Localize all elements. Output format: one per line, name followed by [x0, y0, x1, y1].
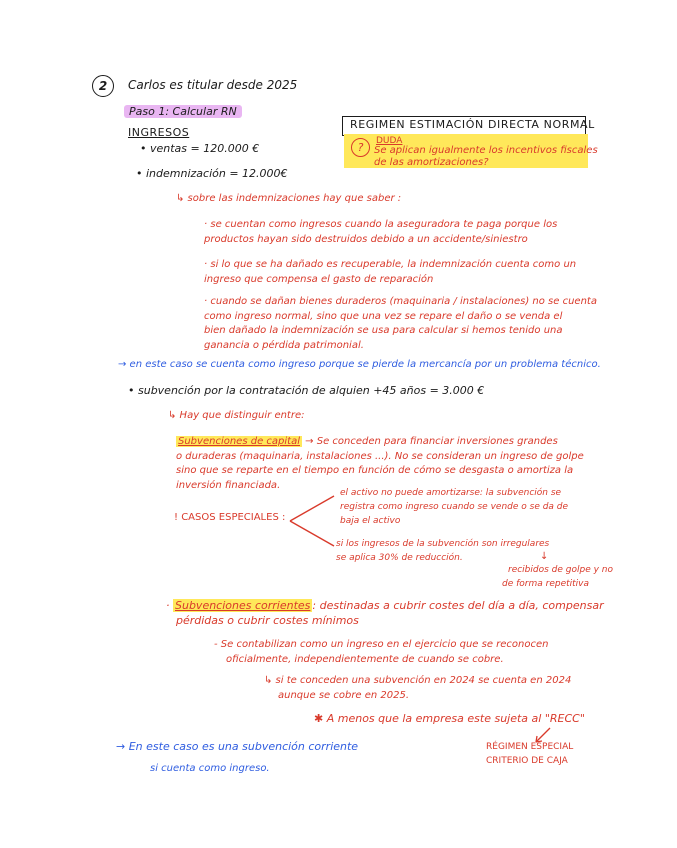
corrientes-block: [166, 598, 604, 629]
corrientes-text: : destinadas a cubrir costes del día a día, compensar: [312, 599, 604, 612]
recc-definition: [486, 741, 573, 768]
indem-intro: ↳ sobre las indemnizaciones hay que saber :: [176, 193, 402, 204]
indem-point-1-line: productos hayan sido destruidos debido a un accidente/siniestro: [204, 233, 528, 245]
brace-lines: [288, 492, 338, 550]
exercise-title: Carlos es titular desde 2025: [128, 78, 298, 92]
casos-especiales-label: [174, 512, 285, 525]
caso-1: [340, 487, 568, 529]
capital-text-line: → Se conceden para financiar inversiones grandes: [305, 436, 558, 447]
capital-first-line: [176, 435, 584, 450]
indem-point-2: [204, 258, 576, 287]
indem-point-3-line: como ingreso normal, sino que una vez se repare el daño o se venda el: [204, 310, 563, 322]
caso-1-line: el activo no puede amortizarse: la subvención se: [340, 488, 562, 498]
caso-2-note-line: de forma repetitiva: [502, 578, 590, 589]
caso-2-note-line: recibidos de golpe y no: [508, 565, 614, 575]
ventas-line: • ventas = 120.000 €: [140, 142, 260, 155]
indem-point-3: [204, 295, 597, 353]
ejemplo-block: [264, 674, 571, 703]
caso-2-note: [502, 564, 613, 591]
indem-point-2-line: · si lo que se ha dañado es recuperable, la indemnización cuenta como un: [204, 259, 577, 270]
subvencion-line: • subvención por la contratación de alquien +45 años = 3.000 €: [128, 384, 485, 397]
duda-line-2: de las amortizaciones?: [374, 157, 489, 168]
conclusion-subvencion-2: si cuenta como ingreso.: [150, 763, 270, 774]
capital-label: Subvenciones de capital: [178, 436, 300, 447]
indemnizacion-line: • indemnización = 12.000€: [136, 167, 288, 180]
casos-especiales-text: CASOS ESPECIALES :: [181, 512, 286, 523]
regimen-title: REGIMEN ESTIMACIÓN DIRECTA NORMAL: [350, 118, 595, 131]
caso-1-line: baja el activo: [340, 515, 401, 526]
question-icon: ?: [351, 138, 370, 157]
capital-text-line: o duraderas (maquinaria, instalaciones ...). No se consideran un ingreso de golpe: [176, 450, 584, 462]
capital-text-line: inversión financiada.: [176, 479, 281, 491]
caso-1-line: registra como ingreso cuando se vende o se da de: [340, 501, 569, 512]
capital-block: [176, 435, 584, 493]
distinguir-line: ↳ Hay que distinguir entre:: [168, 410, 305, 421]
contab-line: - Se contabilizan como un ingreso en el ejercicio que se reconocen: [214, 639, 549, 650]
indem-point-3-line: ganancia o pérdida patrimonial.: [204, 339, 364, 351]
recc-note: ✱ A menos que la empresa este sujeta al "RECC": [314, 712, 585, 725]
warning-icon: !: [174, 512, 179, 523]
step-label: [124, 105, 242, 119]
caso-2-line: si los ingresos de la subvención son irregulares: [336, 539, 550, 549]
ejemplo-line: aunque se cobre en 2025.: [278, 689, 410, 701]
corrientes-label: Subvenciones corrientes: [175, 599, 311, 612]
indem-point-1: [204, 218, 557, 247]
capital-text-line: sino que se reparte en el tiempo en función de cómo se desgasta o amortiza la: [176, 465, 574, 476]
conclusion-indemnizacion: → en este caso se cuenta como ingreso porque se pierde la mercancía por un problema técnico.: [118, 359, 601, 370]
indem-point-2-line: ingreso que compensa el gasto de reparación: [204, 273, 434, 285]
corrientes-first-line: · Subvenciones corrientes : destinadas a cubrir costes del día a día, compensar: [166, 599, 604, 612]
indem-point-3-line: · cuando se dañan bienes duraderos (maquinaria / instalaciones) no se cuenta: [204, 296, 597, 307]
recc-definition-line: CRITERIO DE CAJA: [486, 755, 568, 766]
caso-2: [336, 538, 549, 566]
duda-line-1: Se aplican igualmente los incentivos fiscales: [374, 145, 598, 156]
indem-point-3-line: bien dañado la indemnización se usa para calcular si hemos tenido una: [204, 325, 563, 336]
ejemplo-line: ↳ si te conceden una subvención en 2024 se cuenta en 2024: [264, 675, 572, 686]
indem-point-1-line: · se cuentan como ingresos cuando la aseguradora te paga porque los: [204, 219, 558, 230]
step-label-text: Paso 1: Calcular RN: [124, 105, 242, 118]
contabilizacion-block: [214, 638, 549, 667]
ingresos-heading: INGRESOS: [128, 126, 190, 139]
arrow-down-icon: ↓: [540, 551, 549, 562]
contab-line: oficialmente, independientemente de cuando se cobre.: [226, 653, 504, 665]
duda-label: DUDA: [376, 136, 403, 146]
recc-definition-line: RÉGIMEN ESPECIAL: [486, 742, 574, 752]
corrientes-text-2: pérdidas o cubrir costes mínimos: [176, 614, 359, 628]
caso-2-line: se aplica 30% de reducción.: [336, 552, 463, 563]
conclusion-subvencion: → En este caso es una subvención corriente: [116, 740, 359, 753]
exercise-number: 2: [92, 75, 114, 97]
